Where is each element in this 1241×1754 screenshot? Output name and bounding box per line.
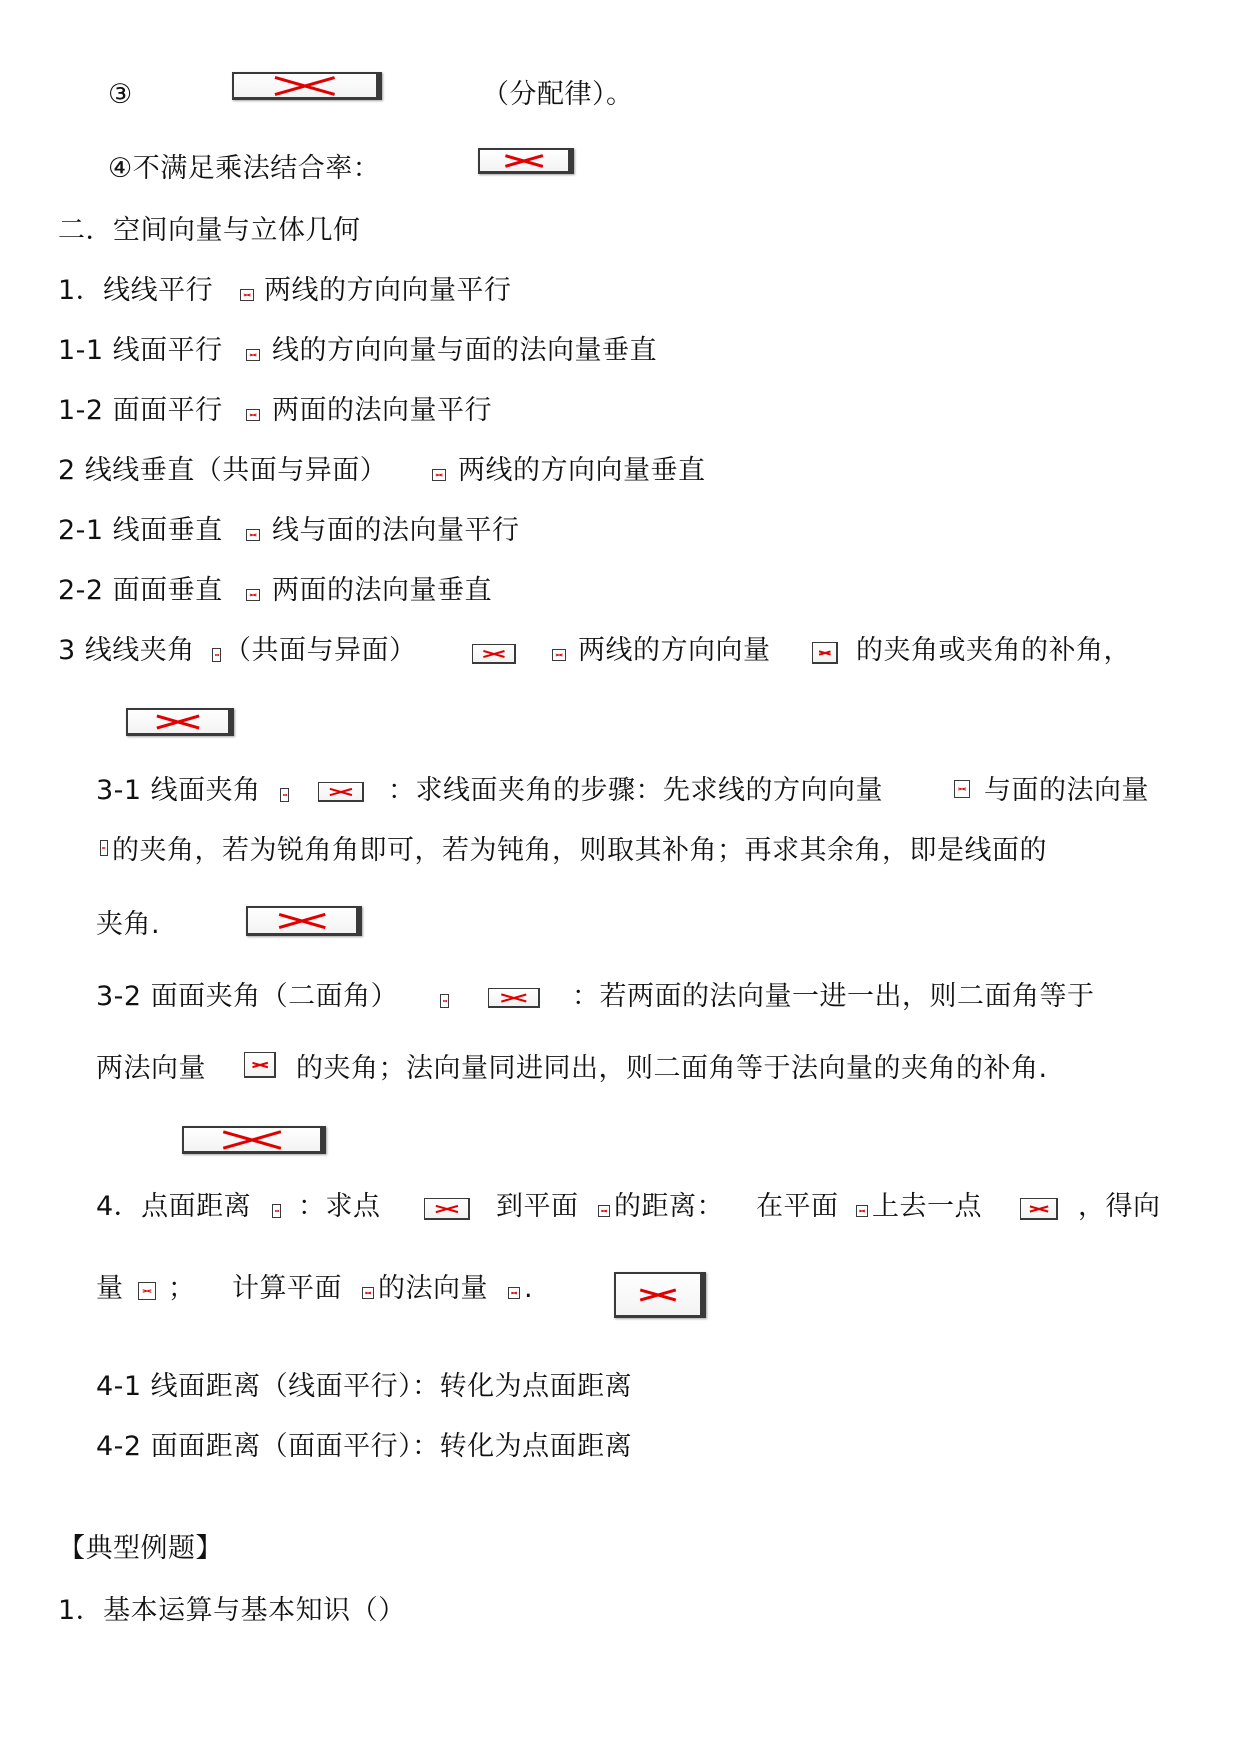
broken-image-icon (598, 1205, 610, 1217)
text-line: . (524, 1273, 534, 1304)
text-line: 1．线线平行 (58, 275, 214, 306)
broken-image-icon (232, 72, 382, 100)
text-line: ：求线面夹角的步骤：先求线的方向向量 (388, 775, 883, 806)
text-line: 量 (96, 1273, 124, 1304)
text-line: 线与面的法向量平行 (272, 515, 520, 546)
broken-image-icon (1020, 1198, 1058, 1220)
text-line: ：若两面的法向量一进一出，则二面角等于 (572, 981, 1095, 1012)
broken-image-icon (138, 1282, 156, 1300)
broken-image-icon (246, 529, 260, 541)
text-line: （共面与异面） (224, 635, 417, 666)
text-line: 两线的方向向量平行 (264, 275, 512, 306)
broken-image-icon (182, 1126, 326, 1154)
section-heading: 【典型例题】 (58, 1533, 223, 1564)
text-line: 的夹角，若为锐角角即可，若为钝角，则取其补角；再求其余角，即是线面的 (112, 835, 1047, 866)
broken-image-icon (478, 148, 574, 174)
section-heading: 二．空间向量与立体几何 (58, 215, 361, 246)
text-line: 3 线线夹角 (58, 635, 195, 666)
broken-image-icon (212, 648, 221, 662)
broken-image-icon (954, 780, 970, 798)
broken-image-icon (614, 1272, 706, 1318)
broken-image-icon (552, 649, 566, 661)
broken-image-icon (246, 589, 260, 601)
text-line: 在平面 (756, 1191, 839, 1222)
broken-image-icon (244, 1052, 276, 1078)
text-line: 的夹角；法向量同进同出，则二面角等于法向量的夹角的补角. (296, 1053, 1048, 1084)
broken-image-icon (488, 988, 540, 1008)
text-line: 4-2 面面距离（面面平行）：转化为点面距离 (96, 1431, 633, 1462)
broken-image-icon (432, 469, 446, 481)
text-line: 的夹角或夹角的补角， (856, 635, 1131, 666)
broken-image-icon (472, 644, 516, 664)
text-line: 4-1 线面距离（线面平行）：转化为点面距离 (96, 1371, 633, 1402)
text-line: 1．基本运算与基本知识（） (58, 1595, 406, 1626)
broken-image-icon (856, 1205, 868, 1217)
text-line: 上去一点 (872, 1191, 982, 1222)
text-line: 2-1 线面垂直 (58, 515, 223, 546)
text-line: 线的方向向量与面的法向量垂直 (272, 335, 657, 366)
text-line: 夹角. (96, 909, 161, 940)
broken-image-icon (280, 788, 289, 802)
text-line: 的法向量 (378, 1273, 488, 1304)
broken-image-icon (240, 289, 254, 301)
broken-image-icon (126, 708, 234, 736)
broken-image-icon (362, 1287, 374, 1299)
broken-image-icon (100, 840, 108, 856)
text-line: 两面的法向量垂直 (272, 575, 492, 606)
broken-image-icon (812, 642, 838, 664)
broken-image-icon (424, 1198, 470, 1220)
text-line: ，得向 (1078, 1191, 1161, 1222)
text-line: ④不满足乘法结合率： (108, 153, 381, 184)
text-line: 到平面 (496, 1191, 579, 1222)
broken-image-icon (246, 409, 260, 421)
text-line: 3-2 面面夹角（二面角） (96, 981, 399, 1012)
text-line: 两线的方向向量垂直 (458, 455, 706, 486)
broken-image-icon (246, 349, 260, 361)
broken-image-icon (246, 906, 362, 936)
broken-image-icon (318, 782, 364, 802)
text-line: 1-2 面面平行 (58, 395, 223, 426)
text-line: 两面的法向量平行 (272, 395, 492, 426)
text-line: 的距离： (614, 1191, 724, 1222)
text-line: ； (168, 1273, 196, 1304)
text-line: 3-1 线面夹角 (96, 775, 261, 806)
text-line: 2 线线垂直（共面与异面） (58, 455, 388, 486)
broken-image-icon (440, 994, 449, 1008)
text-line: 与面的法向量 (984, 775, 1149, 806)
broken-image-icon (272, 1204, 281, 1218)
text-line: 1-1 线面平行 (58, 335, 223, 366)
text-line: 计算平面 (232, 1273, 342, 1304)
text-line: 4．点面距离 (96, 1191, 252, 1222)
broken-image-icon (508, 1287, 520, 1299)
text-line: 两法向量 (96, 1053, 206, 1084)
text-line: ：求点 (298, 1191, 381, 1222)
text-line: （分配律）。 (482, 79, 634, 110)
list-marker: ③ (108, 79, 133, 110)
text-line: 两线的方向向量 (578, 635, 771, 666)
text-line: 2-2 面面垂直 (58, 575, 223, 606)
